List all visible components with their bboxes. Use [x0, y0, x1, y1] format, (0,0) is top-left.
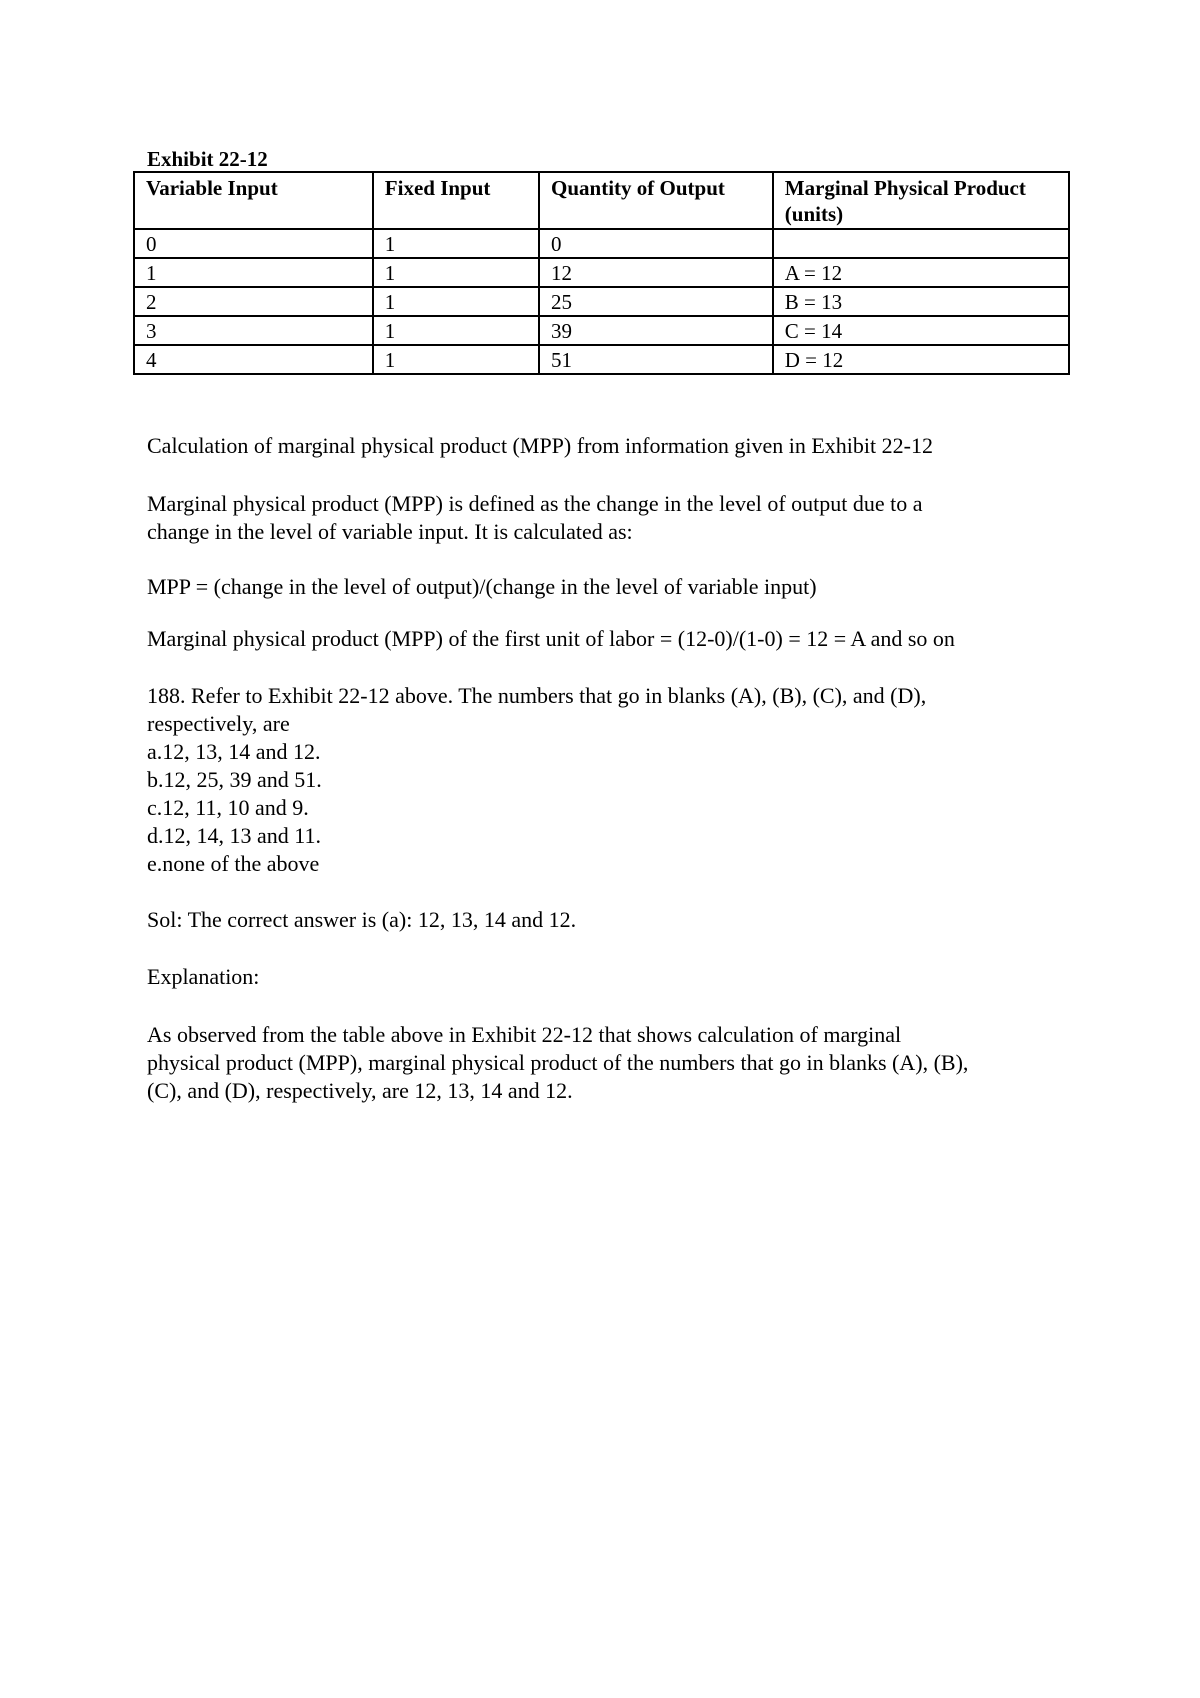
mpp-formula: MPP = (change in the level of output)/(change in the level of variable input)	[147, 574, 817, 599]
question-line-2: respectively, are	[147, 711, 290, 736]
table-cell: 1	[373, 258, 539, 287]
table-cell	[773, 229, 1069, 258]
explanation-line-2: physical product (MPP), marginal physical product of the numbers that go in blanks (A), (B),	[147, 1050, 969, 1075]
option-c: c.12, 11, 10 and 9.	[147, 795, 309, 820]
table-cell: 2	[134, 287, 373, 316]
table-row	[134, 229, 1069, 258]
table-row	[134, 345, 1069, 374]
header-variable-input: Variable Input	[134, 172, 373, 229]
table-cell: A = 12	[773, 258, 1069, 287]
table-cell: 1	[373, 287, 539, 316]
header-marginal-physical-product: Marginal Physical Product (units)	[773, 172, 1069, 229]
calculation-heading: Calculation of marginal physical product (MPP) from information given in Exhibit 22-12	[147, 433, 933, 458]
header-fixed-input: Fixed Input	[373, 172, 539, 229]
exhibit-title: Exhibit 22-12	[147, 147, 268, 171]
question-line-1: 188. Refer to Exhibit 22-12 above. The numbers that go in blanks (A), (B), (C), and (D),	[147, 683, 927, 708]
table-cell: 3	[134, 316, 373, 345]
table-cell: D = 12	[773, 345, 1069, 374]
table-row	[134, 316, 1069, 345]
header-quantity-of-output: Quantity of Output	[539, 172, 773, 229]
table-cell: 1	[134, 258, 373, 287]
option-b: b.12, 25, 39 and 51.	[147, 767, 322, 792]
option-d: d.12, 14, 13 and 11.	[147, 823, 321, 848]
table-cell: 12	[539, 258, 773, 287]
explanation-line-1: As observed from the table above in Exhibit 22-12 that shows calculation of marginal	[147, 1022, 902, 1047]
explanation-heading: Explanation:	[147, 964, 260, 989]
table-cell: 1	[373, 229, 539, 258]
table-cell: 0	[134, 229, 373, 258]
table-cell: C = 14	[773, 316, 1069, 345]
table-cell: 25	[539, 287, 773, 316]
table-row	[134, 258, 1069, 287]
table-cell: 1	[373, 316, 539, 345]
definition-line-2: change in the level of variable input. It is calculated as:	[147, 519, 633, 544]
table-row	[134, 287, 1069, 316]
table-cell: 51	[539, 345, 773, 374]
option-a: a.12, 13, 14 and 12.	[147, 739, 321, 764]
table-cell: 39	[539, 316, 773, 345]
table-cell: B = 13	[773, 287, 1069, 316]
table-cell: 4	[134, 345, 373, 374]
option-e: e.none of the above	[147, 851, 320, 876]
solution-text: Sol: The correct answer is (a): 12, 13, 14 and 12.	[147, 907, 577, 932]
table-header-row	[134, 172, 1069, 229]
explanation-line-3: (C), and (D), respectively, are 12, 13, 14 and 12.	[147, 1078, 573, 1103]
exhibit-table	[133, 171, 1070, 375]
table-cell: 1	[373, 345, 539, 374]
definition-line-1: Marginal physical product (MPP) is defined as the change in the level of output due to a	[147, 491, 923, 516]
table-cell: 0	[539, 229, 773, 258]
mpp-example: Marginal physical product (MPP) of the first unit of labor = (12-0)/(1-0) = 12 = A and so on	[147, 626, 955, 651]
